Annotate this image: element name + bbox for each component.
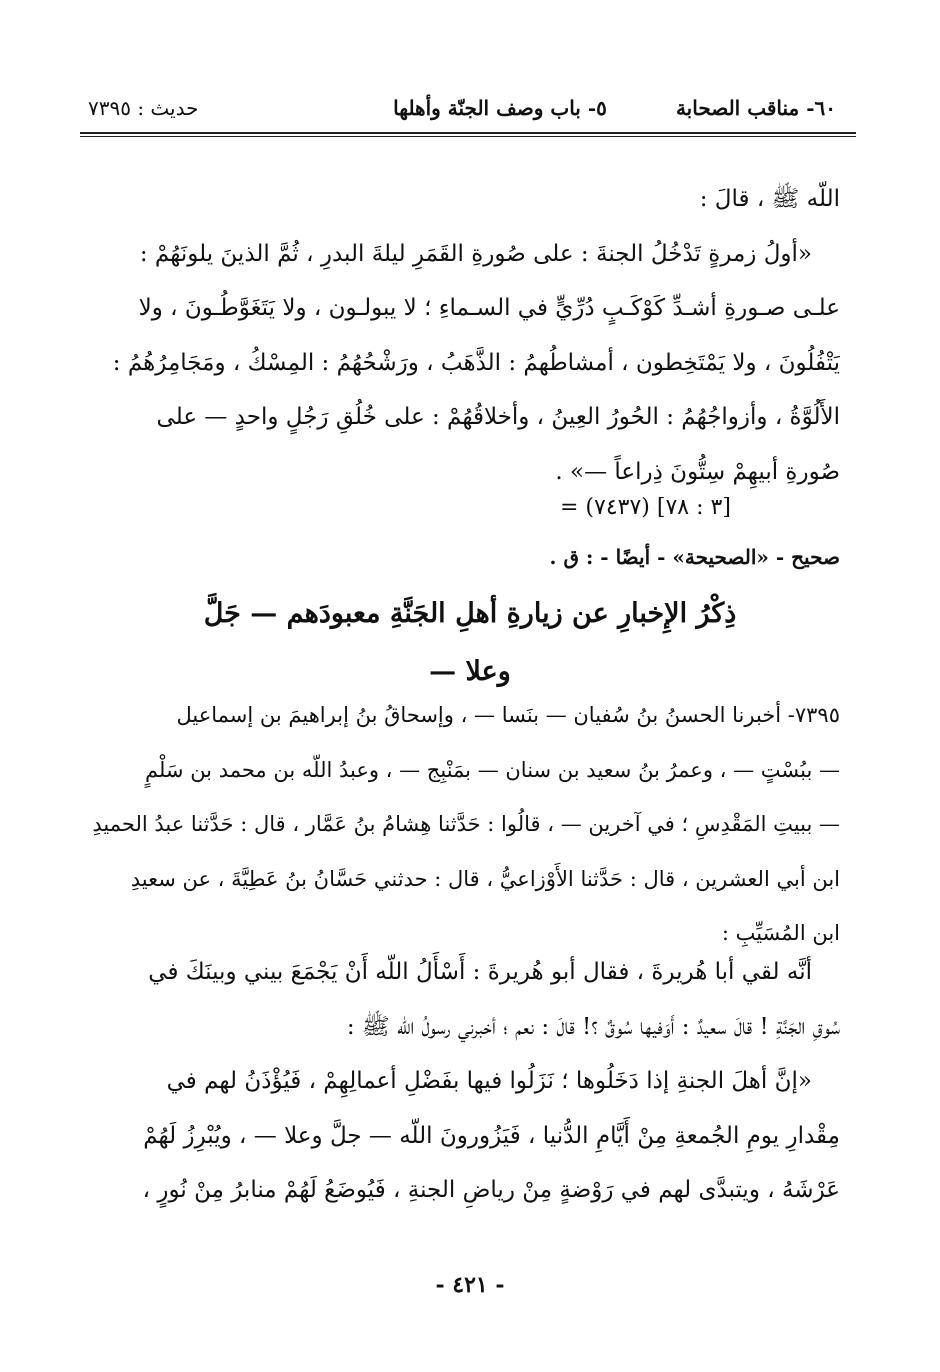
text-line: — ببيتِ المَقْدِسِ ؛ في آخرين — ، قالُوا : حَدَّثنا هِشامُ بنُ عَمَّار ، قال : حَدَّثنا عبدُ الحميدِ: [92, 812, 840, 836]
text-line: مِقْدارِ يومِ الجُمعةِ مِنْ أَيَّامِ الدُّنيا ، فَيَزُورونَ اللّه — جلَّ وعلا — ، ويُبْرِزُ لَهُمْ: [143, 1122, 840, 1149]
text-line: علـى صـورةِ أشـدِّ كَوْكَـبٍ دُرِّيٍّ في السـماءِ ؛ لا يبولـون ، ولا يَتَغَوَّطُـونَ ، ولا: [138, 295, 840, 321]
heading-line: وعلا —: [429, 656, 511, 687]
heading-line: ذِكْرُ الإِخبارِ عن زيارةِ أهلِ الجَنَّةِ معبودَهم — جَلَّ: [203, 598, 737, 629]
hadith-number: حديث : ٧٣٩٥: [88, 96, 199, 120]
page-number: - ٤٢١ -: [435, 1272, 505, 1298]
text-line: اللّه ﷺ ، قالَ :: [699, 186, 840, 212]
header-rule: [80, 132, 856, 134]
text-line: عَرْشَهُ ، ويتبدَّى لهم في رَوْضةٍ مِنْ رياضِ الجنةِ ، فَيُوضَعُ لَهُمْ منابرُ مِنْ نُورٍ ،: [142, 1177, 840, 1203]
text-line: — ببُسْتٍ — ، وعمرُ بنُ سعيد بن سنان — بمَنْبِج — ، وعبدُ اللّه بن محمد بن سَلْمٍ: [145, 757, 840, 782]
text-line: صُورةِ أبيهِمْ سِتُّونَ ذِراعاً —» .: [555, 458, 840, 485]
header-rule-thin: [80, 136, 856, 137]
section-heading: [120, 585, 820, 701]
hadith-grade: صحيح - «الصحيحة» - أيضًا - : ق .: [549, 545, 840, 569]
text-line: ٧٣٩٥- أخبرنا الحسنُ بنُ سُفيان — بنَسا — ، وإسحاقُ بنُ إبراهيمَ بن إسماعيل: [176, 703, 840, 727]
section-title: ٥- باب وصف الجنّة وأهلها: [393, 96, 607, 120]
text-line: ابن المُسَيِّبِ :: [721, 921, 840, 945]
text-line: الأَلُوَّةُ ، وأزواجُهُمُ : الحُورُ العِينُ ، وأخلاقُهُمْ : على خُلُقِ رَجُلٍ واحدٍ — على: [156, 404, 840, 430]
passage-two: [80, 688, 840, 961]
cross-reference: = (٧٤٣٧) [٣ : ٧٨]: [560, 495, 731, 520]
passage-three: [80, 946, 840, 1219]
text-line: «إنَّ أهلَ الجنةِ إذا دَخَلُوها ؛ نَزَلُوا فيها بفَضْلِ أعمالِهِمْ ، فَيُؤْذَنُ لهم في: [166, 1068, 812, 1094]
text-line: أنَّه لقي أبا هُريرةَ ، فقال أبو هُريرةَ : أَسْأَلُ اللّه أَنْ يَجْمَعَ بيني وبينَكَ في: [148, 959, 812, 985]
text-line: سُوقِ الجَنَّةِ ! قالَ سعيدٌ : أَوَفيها سُوقٌ ؟! قالَ : نعم ؛ أخبرني رسولُ اللّه ﷺ :: [346, 1013, 840, 1040]
text-line: «أولُ زمرةٍ تَدْخُلُ الجنةَ : على صُورةِ القَمَرِ ليلةَ البدرِ ، ثُمَّ الذينَ يلونَهُمْ :: [139, 240, 812, 267]
text-line: يَتْفُلُونَ ، ولا يَمْتَخِطون ، أمشاطُهمُ : الذَّهَبُ ، ورَشْحُهُمُ : المِسْكُ ، ومَجَامِرُهُمُ :: [112, 349, 840, 376]
chapter-title: ٦٠- مناقب الصحابة: [675, 96, 836, 120]
text-line: ابن أبي العشرين ، قال : حَدَّثنا الأَوْزاعيُّ ، قال : حدثني حَسَّانُ بنُ عَطِيَّةَ ، عن سعيدِ: [130, 866, 840, 891]
passage-one: [80, 172, 840, 499]
